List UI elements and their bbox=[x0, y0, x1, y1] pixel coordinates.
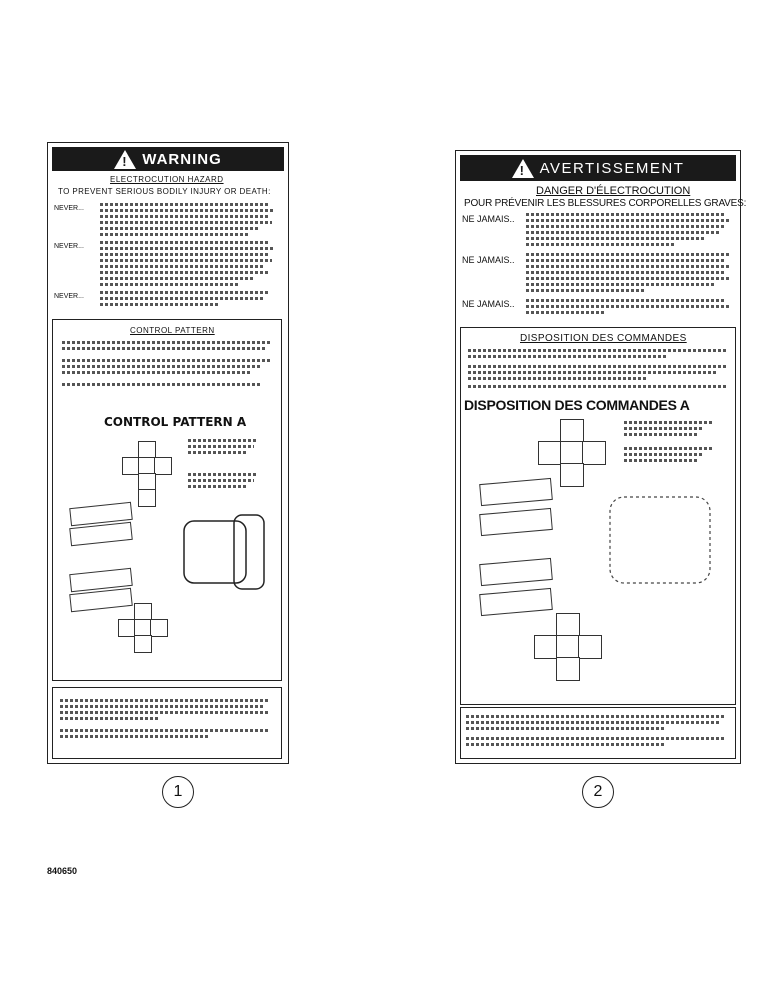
text-line bbox=[62, 371, 252, 374]
text-line bbox=[100, 297, 265, 300]
text-line bbox=[188, 479, 254, 482]
text-line bbox=[526, 231, 721, 234]
never-label-1: NEVER... bbox=[54, 205, 84, 212]
banner-label: AVERTISSEMENT bbox=[539, 159, 685, 177]
text-line bbox=[526, 271, 726, 274]
control-pad bbox=[556, 657, 580, 681]
control-pad bbox=[534, 635, 558, 659]
text-line bbox=[526, 219, 731, 222]
never-label-3: NEVER... bbox=[54, 293, 84, 300]
callout-label: 2 bbox=[593, 783, 603, 800]
hazard-title: ELECTROCUTION HAZARD bbox=[110, 175, 224, 184]
never-label-2: NE JAMAIS.. bbox=[462, 255, 515, 265]
text-line bbox=[100, 233, 250, 236]
operator-seat-diagram bbox=[180, 513, 270, 593]
text-line bbox=[62, 359, 272, 362]
text-line bbox=[624, 447, 714, 450]
text-line bbox=[60, 699, 270, 702]
control-pad bbox=[134, 635, 152, 653]
text-line bbox=[100, 203, 270, 206]
text-line bbox=[188, 473, 258, 476]
text-line bbox=[624, 433, 699, 436]
warning-decal-english bbox=[47, 142, 289, 764]
text-line bbox=[468, 365, 726, 368]
control-pad bbox=[560, 419, 584, 443]
never-label-2: NEVER... bbox=[54, 243, 84, 250]
text-line bbox=[100, 259, 272, 262]
text-line bbox=[188, 445, 254, 448]
text-line bbox=[466, 737, 726, 740]
hazard-subtitle: TO PREVENT SERIOUS BODILY INJURY OR DEATH: bbox=[58, 187, 271, 196]
text-line bbox=[466, 727, 666, 730]
warning-triangle-icon bbox=[512, 159, 534, 178]
text-line bbox=[526, 311, 606, 314]
pattern-a-title: DISPOSITION DES COMMANDES A bbox=[464, 397, 690, 413]
text-line bbox=[526, 265, 731, 268]
text-line bbox=[624, 459, 699, 462]
text-line bbox=[62, 341, 272, 344]
control-pad bbox=[138, 489, 156, 507]
callout-number-1 bbox=[162, 776, 194, 808]
control-pad bbox=[556, 635, 580, 659]
text-line bbox=[100, 247, 275, 250]
text-line bbox=[468, 377, 648, 380]
text-line bbox=[100, 209, 275, 212]
control-pad bbox=[154, 457, 172, 475]
text-line bbox=[100, 227, 260, 230]
text-line bbox=[526, 259, 726, 262]
text-line bbox=[188, 485, 248, 488]
text-line bbox=[60, 735, 210, 738]
text-line bbox=[100, 215, 268, 218]
text-line bbox=[526, 305, 731, 308]
control-pad bbox=[560, 441, 584, 465]
pattern-a-title: CONTROL PATTERN A bbox=[104, 415, 247, 429]
text-line bbox=[60, 717, 160, 720]
text-line bbox=[62, 365, 262, 368]
text-line bbox=[188, 451, 248, 454]
control-pattern-heading: DISPOSITION DES COMMANDES bbox=[520, 333, 687, 344]
warning-banner bbox=[460, 155, 736, 181]
text-line bbox=[624, 453, 704, 456]
text-line bbox=[526, 225, 726, 228]
text-line bbox=[100, 265, 265, 268]
control-pad bbox=[538, 441, 562, 465]
hazard-subtitle: POUR PRÉVENIR LES BLESSURES CORPORELLES GRAVES: bbox=[464, 198, 747, 209]
control-pad bbox=[150, 619, 168, 637]
control-pattern-heading: CONTROL PATTERN bbox=[130, 326, 215, 335]
text-line bbox=[100, 221, 272, 224]
control-pad bbox=[556, 613, 580, 637]
text-line bbox=[100, 277, 255, 280]
footer-panel bbox=[52, 687, 282, 759]
callout-label: 1 bbox=[173, 783, 183, 800]
text-line bbox=[526, 243, 676, 246]
text-line bbox=[466, 721, 721, 724]
text-line bbox=[466, 715, 726, 718]
control-pad bbox=[582, 441, 606, 465]
text-line bbox=[468, 371, 718, 374]
text-line bbox=[526, 283, 716, 286]
text-line bbox=[526, 253, 731, 256]
text-line bbox=[100, 303, 220, 306]
text-line bbox=[60, 729, 270, 732]
text-line bbox=[60, 711, 270, 714]
text-line bbox=[468, 385, 726, 388]
never-label-3: NE JAMAIS.. bbox=[462, 299, 515, 309]
warning-decal-french bbox=[455, 150, 747, 764]
text-line bbox=[60, 705, 265, 708]
text-line bbox=[468, 349, 726, 352]
text-line bbox=[100, 253, 268, 256]
control-pad bbox=[560, 463, 584, 487]
warning-banner bbox=[52, 147, 284, 171]
text-line bbox=[100, 271, 270, 274]
warning-triangle-icon bbox=[114, 150, 136, 169]
text-line bbox=[62, 383, 262, 386]
text-line bbox=[624, 421, 714, 424]
text-line bbox=[100, 241, 270, 244]
never-label-1: NE JAMAIS.. bbox=[462, 214, 515, 224]
callout-number-2 bbox=[582, 776, 614, 808]
text-line bbox=[526, 213, 726, 216]
text-line bbox=[526, 237, 706, 240]
text-line bbox=[188, 439, 258, 442]
banner-label: WARNING bbox=[142, 150, 222, 168]
text-line bbox=[62, 347, 267, 350]
hazard-title: DANGER D'ÉLECTROCUTION bbox=[536, 185, 691, 197]
text-line bbox=[468, 355, 668, 358]
figure-code: 840650 bbox=[47, 866, 78, 876]
operator-seat-diagram bbox=[606, 491, 716, 591]
text-line bbox=[526, 299, 726, 302]
text-line bbox=[526, 277, 731, 280]
text-line bbox=[100, 283, 240, 286]
text-line bbox=[624, 427, 704, 430]
control-pad bbox=[578, 635, 602, 659]
text-line bbox=[100, 291, 270, 294]
text-line bbox=[466, 743, 666, 746]
text-line bbox=[526, 289, 646, 292]
